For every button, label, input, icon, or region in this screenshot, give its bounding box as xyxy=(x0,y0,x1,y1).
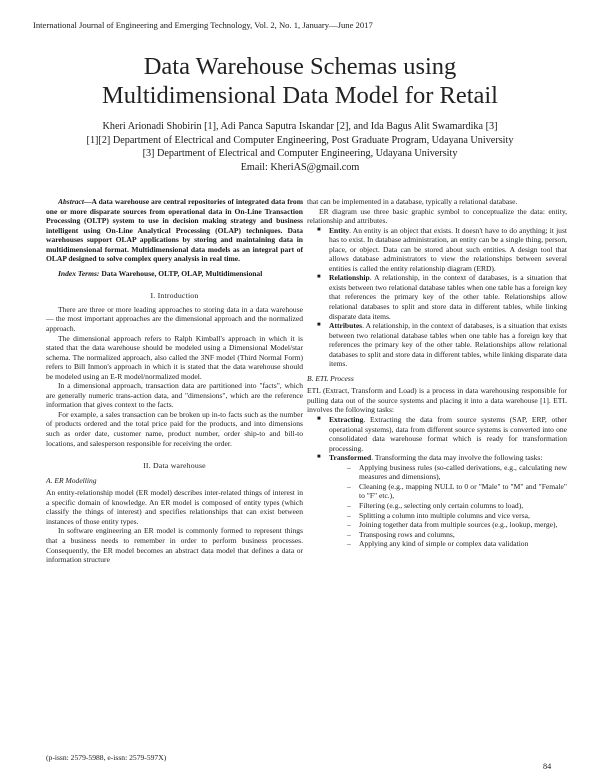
abstract-label: Abstract— xyxy=(58,197,92,206)
paragraph: The dimensional approach refers to Ralph Kimball's approach in which it is stated that the data warehouse should be modeled using a Dimensional Model/star schema. The normalized approach, also called the 3NF model (Third Normal Form) refers to Bill Inmon's approach in which it is stated that the data warehouse should be modeled using an E-R model/normalized model. xyxy=(46,333,303,381)
list-item xyxy=(319,273,567,321)
paragraph: There are three or more leading approaches to storing data in a data warehouse — the most important approaches are the dimensional approach and the normalized approach. xyxy=(46,304,303,334)
affiliation-1: [1][2] Department of Electrical and Computer Engineering, Post Graduate Program, Udayana University xyxy=(86,134,514,146)
title-line-2: Multidimensional Data Model for Retail xyxy=(101,82,498,109)
term-attributes: Attributes xyxy=(329,321,363,331)
issn-footer: (p-issn: 2579-5988, e-issn: 2579-597X) xyxy=(46,753,167,762)
list-item-text: . Extracting the data from source systems (SAP, ERP, other operational systems), data from different source systems is converted into one consolidated data warehouse format which is ready for transformation processing. xyxy=(329,415,567,453)
paragraph: In software engineering an ER model is commonly formed to represent things that a business needs to remember in order to perform business processes. Consequently, the ER model becomes an abstract data model that defines a data or information structure xyxy=(46,526,303,565)
list-item xyxy=(319,226,567,274)
list-item-text: . An entity is an object that exists. It doesn't have to do anything; it just has to exist. In database administration, an entity can be a single thing, person, place, or object. Data can be stored about such entities. A design tool that allows database administrators to view the relationships between several entities is called the entity relationship diagram (ERD). xyxy=(329,225,567,273)
index-terms xyxy=(46,269,303,279)
abstract-text: A data warehouse are central repositories of integrated data from one or more disparate sources from operational data in On-Line Transaction Processing (OLTP) system to use in decision making strategy and business intelligent using On-Line Analytical Processing (OLAP) techniques. Data warehouses support OLAP applications by storing and maintaining data in multidimensional format. Multidimensional data models as an integral part of OLAP designed to solve complex query analysis in real time. xyxy=(46,197,303,264)
index-terms-label: Index Terms: xyxy=(58,268,100,278)
list-item xyxy=(319,321,567,369)
list-item: – Cleaning (e.g., mapping NULL to 0 or "Male" to "M" and "Female" to "F" etc.), xyxy=(347,482,567,501)
list-item-text: . A relationship, in the context of databases, is a situation that exists between two relational database tables when one table has a foreign key that references the primary key of the other table. Relationships allow relational databases to split and store data in different tables, while linking disparate data items. xyxy=(329,321,567,369)
list-item: – Filtering (e.g., selecting only certain columns to load), xyxy=(347,501,567,511)
list-item: – Applying any kind of simple or complex data validation xyxy=(347,539,567,549)
paragraph: that can be implemented in a database, typically a relational database. xyxy=(307,197,518,206)
section-heading-introduction: I. Introduction xyxy=(150,291,199,301)
paper-title xyxy=(0,52,600,110)
term-entity: Entity xyxy=(329,225,350,235)
list-item-text: . Transforming the data may involve the following tasks: xyxy=(371,453,543,463)
right-column xyxy=(307,197,567,549)
subsection-etl-process: B. ETL Process xyxy=(307,373,354,383)
etl-task-list xyxy=(307,415,567,549)
title-line-1: Data Warehouse Schemas using xyxy=(143,53,457,80)
list-item: – Applying business rules (so-called derivations, e.g., calculating new measures and dimensions), xyxy=(347,463,567,482)
affiliation-2: [3] Department of Electrical and Computer Engineering, Udayana University xyxy=(142,148,458,159)
list-item: – Transposing rows and columns, xyxy=(347,530,567,540)
journal-header: International Journal of Engineering and Emerging Technology, Vol. 2, No. 1, January—June 2017 xyxy=(33,20,373,30)
transform-task-list xyxy=(329,463,567,549)
index-terms-text: Data Warehouse, OLTP, OLAP, Multidimensional xyxy=(101,268,263,278)
paragraph: ER diagram use three basic graphic symbol to conceptualize the data: entity, relationship and attributes. xyxy=(307,206,567,226)
list-item-text: . A relationship, in the context of databases, is a situation that exists between two relational database tables when one table has a foreign key that references the primary key of the other table. Relationships allow relational databases to split and store data in different tables, while linking disparate data items. xyxy=(329,273,567,321)
paragraph: An entity-relationship model (ER model) describes inter-related things of interest in a specific domain of knowledge. An ER model is composed of entity types (which classify the things of interest) and specifies relationships that can exist between instances of those entity types. xyxy=(46,488,303,526)
paragraph: In a dimensional approach, transaction data are partitioned into "facts", which are generally numeric trans-action data, and "dimensions", which are the reference information that gives context to the facts. xyxy=(46,381,303,410)
subsection-er-modelling: A. ER Modelling xyxy=(46,475,97,485)
term-relationship: Relationship xyxy=(329,273,370,283)
paragraph: ETL (Extract, Transform and Load) is a process in data warehousing responsible for pulling data out of the source systems and placing it into a data warehouse [1]. ETL involves the following tasks: xyxy=(307,386,567,415)
left-column xyxy=(46,197,303,565)
er-symbol-list xyxy=(307,226,567,369)
list-item xyxy=(319,453,567,548)
page-number: 84 xyxy=(543,762,552,771)
term-transformed: Transformed xyxy=(329,453,372,463)
list-item xyxy=(319,415,567,453)
abstract xyxy=(46,197,303,264)
paragraph: For example, a sales transaction can be broken up in-to facts such as the number of products ordered and the total price paid for the products, and into dimensions such as order date, customer name, product number, order ship-to and bill-to locations, and salesperson responsible for receiving the order. xyxy=(46,409,303,448)
author-names: Kheri Arionadi Shobirin [1], Adi Panca Saputra Iskandar [2], and Ida Bagus Alit Swamardika [3] xyxy=(102,121,498,132)
section-heading-data-warehouse: II. Data warehouse xyxy=(143,461,206,471)
term-extracting: Extracting xyxy=(329,415,364,425)
author-email: Email: KheriAS@gmail.com xyxy=(240,161,360,173)
list-item: – Splitting a column into multiple columns and vice versa, xyxy=(347,511,567,521)
list-item: – Joining together data from multiple sources (e.g., lookup, merge), xyxy=(347,520,567,530)
author-block xyxy=(0,120,600,174)
